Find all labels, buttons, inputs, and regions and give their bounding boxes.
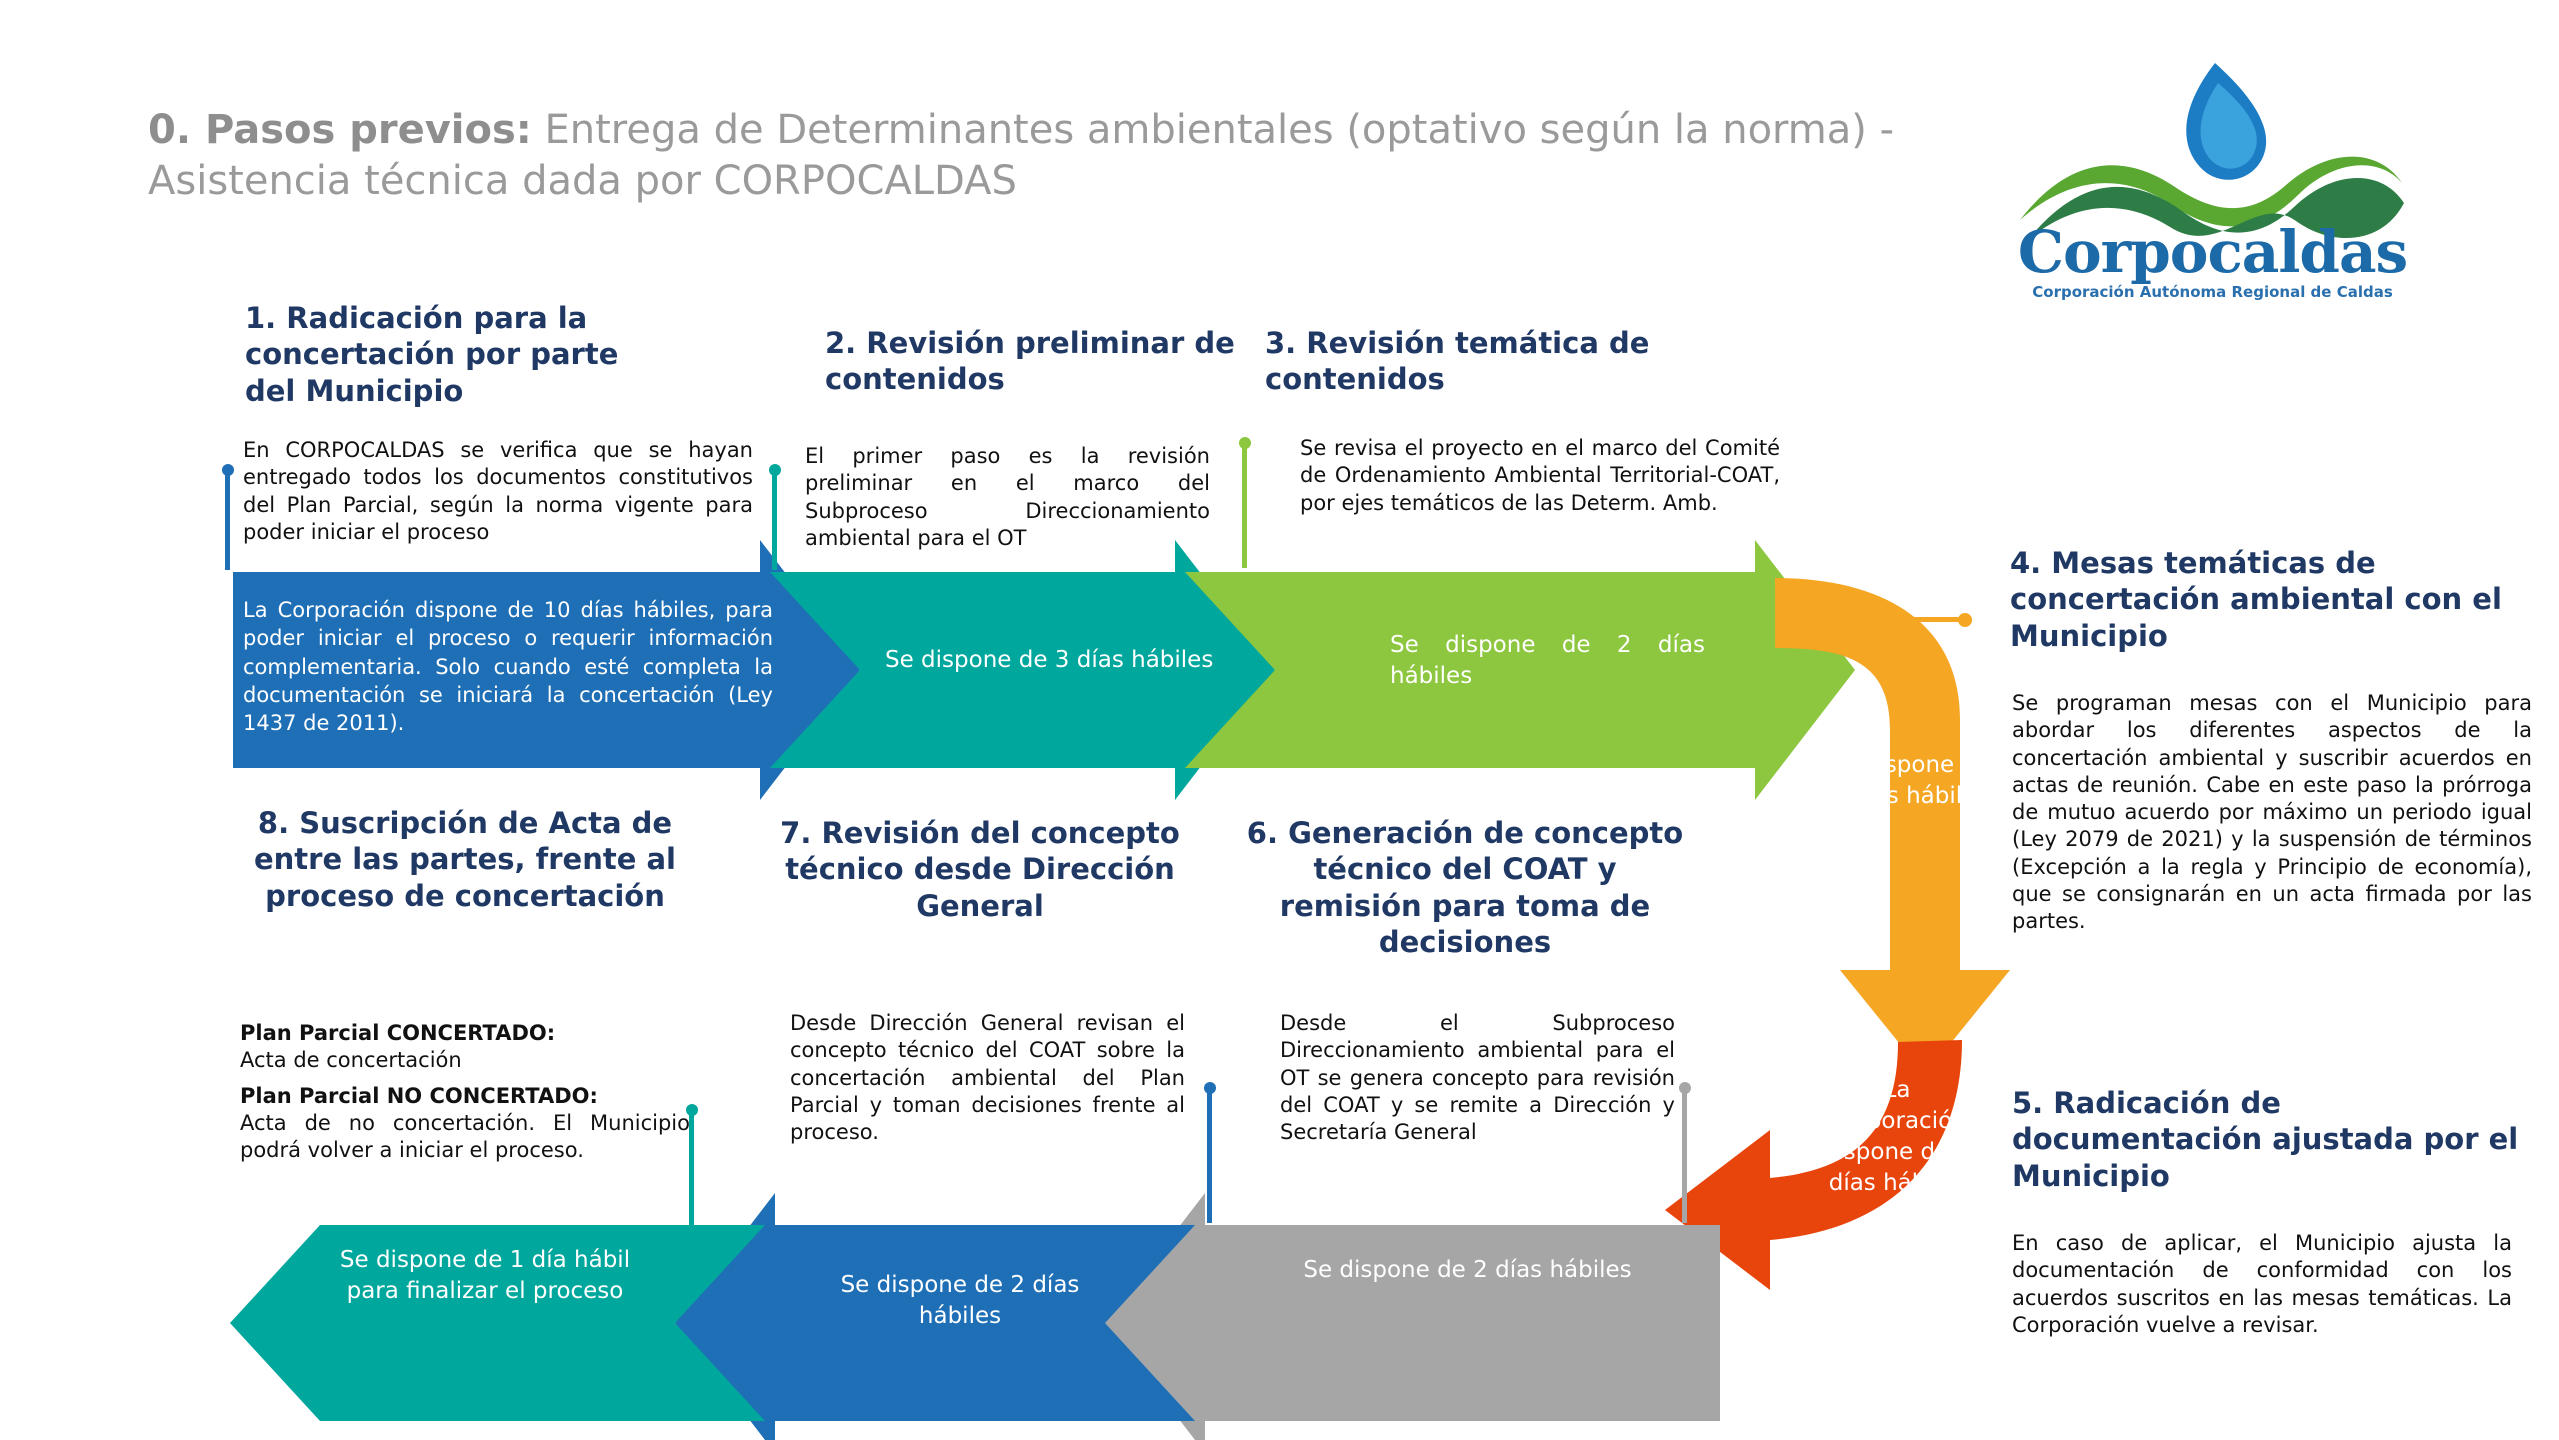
step-8-no-concertado-label: Plan Parcial NO CONCERTADO: (240, 1083, 598, 1108)
step-6-arrow-label: Se dispone de 2 días hábiles (1303, 1257, 1632, 1283)
step-8-title: 8. Suscripción de Acta de entre las partes, frente al proceso de concertación (253, 806, 676, 913)
step-5-arrow-label: La Corporación dispone de 2 días hábiles (1822, 1077, 1972, 1197)
step-1-note: La Corporación dispone de 10 días hábiles, para poder iniciar el proceso o requerir información complementaria. Solo cuando esté completa la documentación se iniciará la concertación (Ley 1437 de 2011). (233, 588, 783, 748)
step-2-body: El primer paso es la revisión preliminar en el marco del Subproceso Direccionamiento ambiental para el OT (805, 444, 1210, 550)
step-8-no-concertado-text: Acta de no concertación. El Municipio podrá volver a iniciar el proceso. (240, 1110, 690, 1163)
arrow-step-6 (1105, 1193, 1720, 1440)
step-2-title: 2. Revisión preliminar de contenidos (825, 326, 1235, 397)
step-1-body: En CORPOCALDAS se verifica que se hayan entregado todos los documentos constitutivos del Plan Parcial, según la norma vigente para poder iniciar el proceso (243, 438, 753, 544)
step-8-body (240, 1020, 690, 1164)
logo-subtitle: Corporación Autónoma Regional de Caldas (2032, 283, 2393, 301)
step-4-body: Se programan mesas con el Municipio para abordar los diferentes aspectos de la concertación ambiental y suscribir acuerdos en actas de reunión. Cabe en este paso la prórroga de mutuo acuerdo por máximo un periodo igual (Ley 2079 de 2021) y la suspensión de términos (Excepción a la regla y Principio de economía), que se consignarán en un acta firmada por las partes. (2012, 691, 2532, 934)
step-8-arrow-label: Se dispone de 1 día hábil para finalizar el proceso (339, 1247, 631, 1305)
step-5-body: En caso de aplicar, el Municipio ajusta la documentación de conformidad con los acuerdos suscritos en las mesas temáticas. La Corporación vuelve a revisar. (2012, 1231, 2512, 1337)
logo-wordmark: Corpocaldas (2017, 218, 2408, 286)
step-3-arrow-label: Se dispone de 2 días hábiles (1390, 632, 1705, 690)
step-7-title: 7. Revisión del concepto técnico desde Dirección General (780, 816, 1180, 923)
step-2-arrow-label: Se dispone de 3 días hábiles (885, 647, 1214, 673)
step-1-title: 1. Radicación para la concertación por parte del Municipio (245, 301, 619, 408)
step-5-title: 5. Radicación de documentación ajustada por el Municipio (2012, 1086, 2519, 1193)
step-3-title: 3. Revisión temática de contenidos (1265, 326, 1650, 397)
step-3-body: Se revisa el proyecto en el marco del Comité de Ordenamiento Ambiental Territorial-COAT, por ejes temáticos de las Determ. Amb. (1300, 436, 1780, 515)
step-6-body: Desde el Subproceso Direccionamiento ambiental para el OT se genera concepto para revisión del COAT y se remite a Dirección y Secretaría General (1280, 1011, 1675, 1145)
page-title-text: Entrega de Determinantes ambientales (optativo según la norma) - Asistencia técnica dada por CORPOCALDAS (148, 107, 1895, 205)
step-6-title: 6. Generación de concepto técnico del COAT y remisión para toma de decisiones (1246, 816, 1684, 959)
step-8-concertado-label: Plan Parcial CONCERTADO: (240, 1021, 556, 1045)
step-8-concertado-text: Acta de concertación (240, 1048, 462, 1073)
step-4-title: 4. Mesas temáticas de concertación ambiental con el Municipio (2010, 546, 2502, 653)
step-7-body: Desde Dirección General revisan el concepto técnico del COAT sobre la concertación ambiental del Plan Parcial y toman decisiones frente al proceso. (790, 1011, 1185, 1145)
step-7-arrow-label: Se dispone de 2 días hábiles (840, 1272, 1080, 1330)
step-4-arrow-label: Se dispone de 3 días hábiles (1827, 752, 2013, 810)
page-title-number: 0. Pasos previos: (148, 107, 532, 153)
